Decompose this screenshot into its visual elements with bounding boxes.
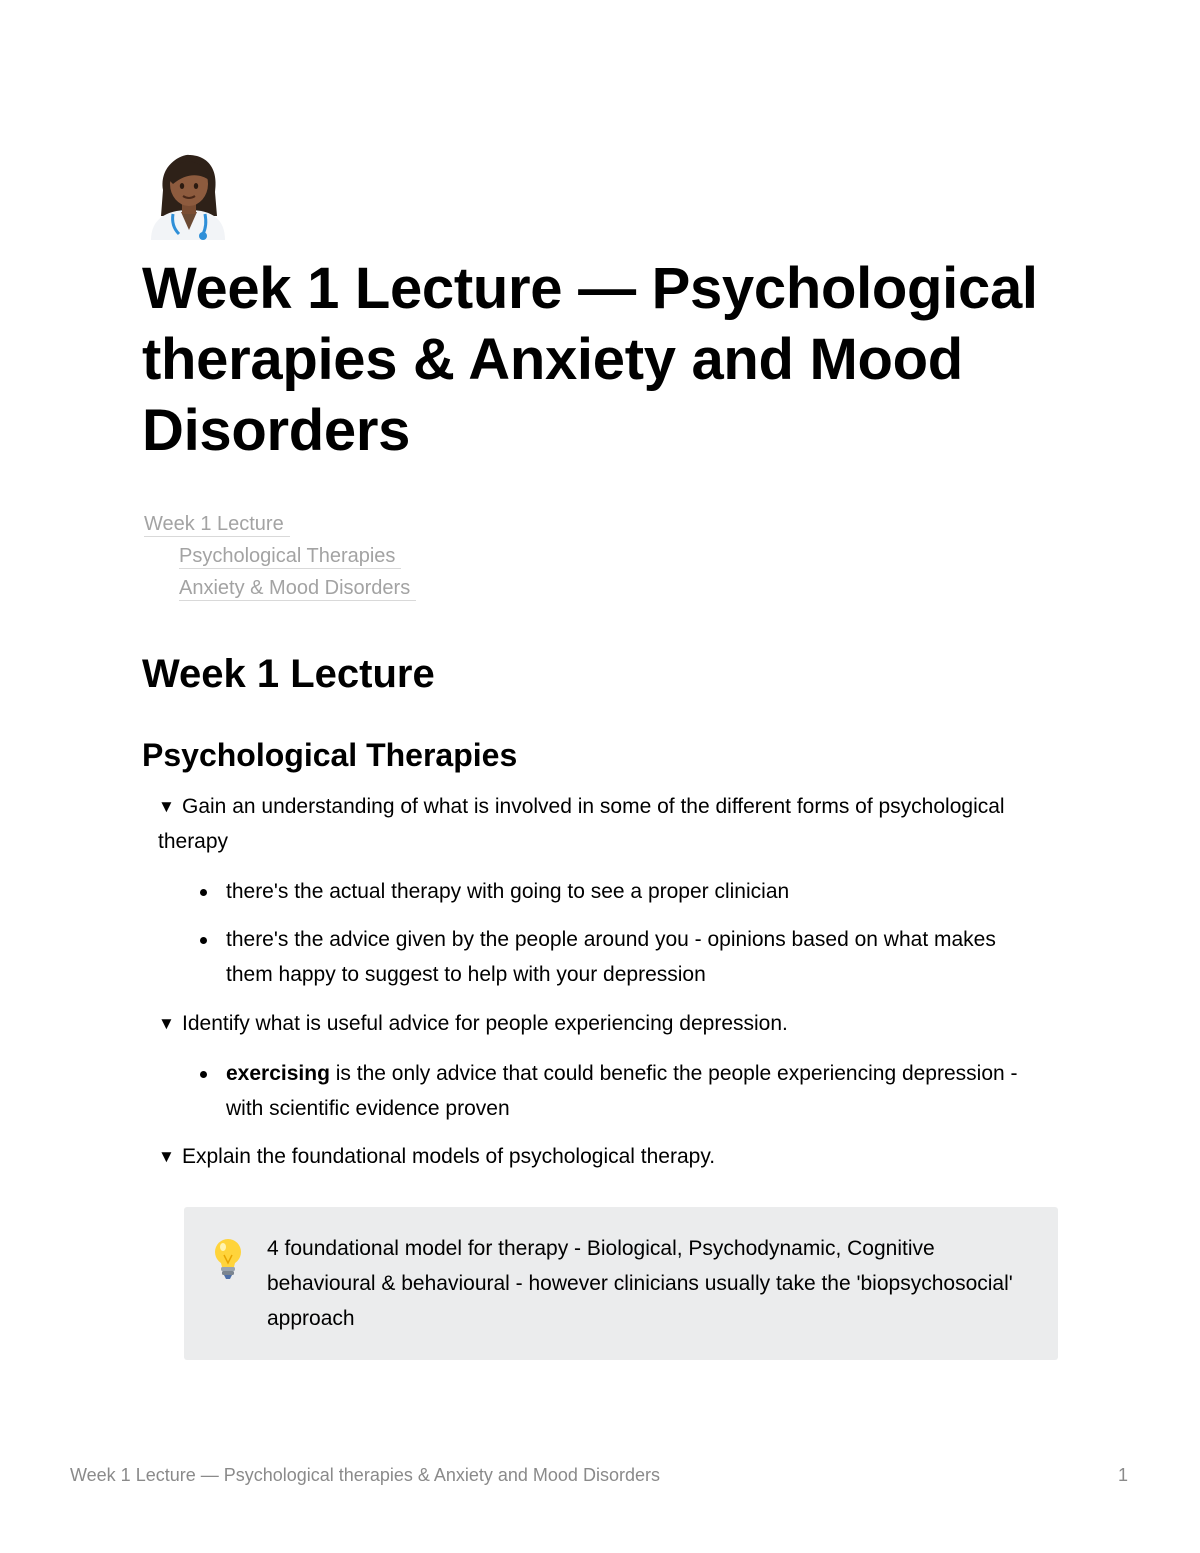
toggle-summary[interactable]: [158, 1139, 1008, 1174]
toggle-summary[interactable]: [158, 1006, 1008, 1041]
bullet-list: [158, 1056, 1058, 1126]
toggle-block: [158, 1006, 1058, 1126]
list-item-text: there's the actual therapy with going to see a proper clinician: [226, 880, 790, 903]
list-item: [158, 1056, 1026, 1126]
table-of-contents: [144, 508, 416, 604]
health-worker-icon: [143, 150, 233, 240]
toggle-triangle-icon[interactable]: ▼: [158, 1147, 175, 1166]
bullet-icon: [200, 889, 207, 896]
toc-link-psychological-therapies[interactable]: [144, 540, 416, 572]
toggle-triangle-icon[interactable]: ▼: [158, 797, 175, 816]
toc-link-label: Anxiety & Mood Disorders: [179, 577, 416, 601]
list-item-text: is the only advice that could benefic the people experiencing depression - with scientific evidence proven: [226, 1062, 1018, 1120]
toggle-list: [158, 789, 1058, 1174]
bullet-list: [158, 874, 1058, 992]
footer-title: Week 1 Lecture — Psychological therapies & Anxiety and Mood Disorders: [70, 1465, 660, 1485]
toggle-summary-text: Identify what is useful advice for people experiencing depression.: [182, 1012, 788, 1035]
toggle-summary-text: Gain an understanding of what is involved in some of the different forms of psychological therapy: [158, 795, 1005, 853]
toc-link-label: Week 1 Lecture: [144, 513, 290, 537]
toggle-summary[interactable]: [158, 789, 1008, 859]
page-number: 1: [1117, 1465, 1128, 1485]
toc-link-label: Psychological Therapies: [179, 545, 401, 569]
callout-box: [184, 1207, 1058, 1360]
toggle-block: [158, 1139, 1058, 1174]
subsection-heading: Psychological Therapies: [142, 737, 518, 773]
toggle-summary-text: Explain the foundational models of psychological therapy.: [182, 1145, 716, 1168]
list-item-text: there's the advice given by the people around you - opinions based on what makes them happy to suggest to help with your depression: [226, 928, 996, 986]
page-title: Week 1 Lecture — Psychological therapies & Anxiety and Mood Disorders: [142, 256, 1038, 463]
toc-link-week-1-lecture[interactable]: [144, 508, 416, 540]
bullet-icon: [200, 1071, 207, 1078]
toc-link-anxiety-mood-disorders[interactable]: [144, 572, 416, 604]
toggle-block: [158, 789, 1058, 992]
lightbulb-icon: [210, 1237, 246, 1281]
list-item: [158, 922, 1026, 992]
bold-text: exercising: [226, 1062, 330, 1085]
toggle-triangle-icon[interactable]: ▼: [158, 1014, 175, 1033]
callout-text: 4 foundational model for therapy - Biological, Psychodynamic, Cognitive behavioural & behavioural - however clinicians usually take the 'biopsychosocial' approach: [267, 1237, 1013, 1330]
section-heading: Week 1 Lecture: [142, 652, 435, 696]
list-item: [158, 874, 1026, 909]
bullet-icon: [200, 937, 207, 944]
